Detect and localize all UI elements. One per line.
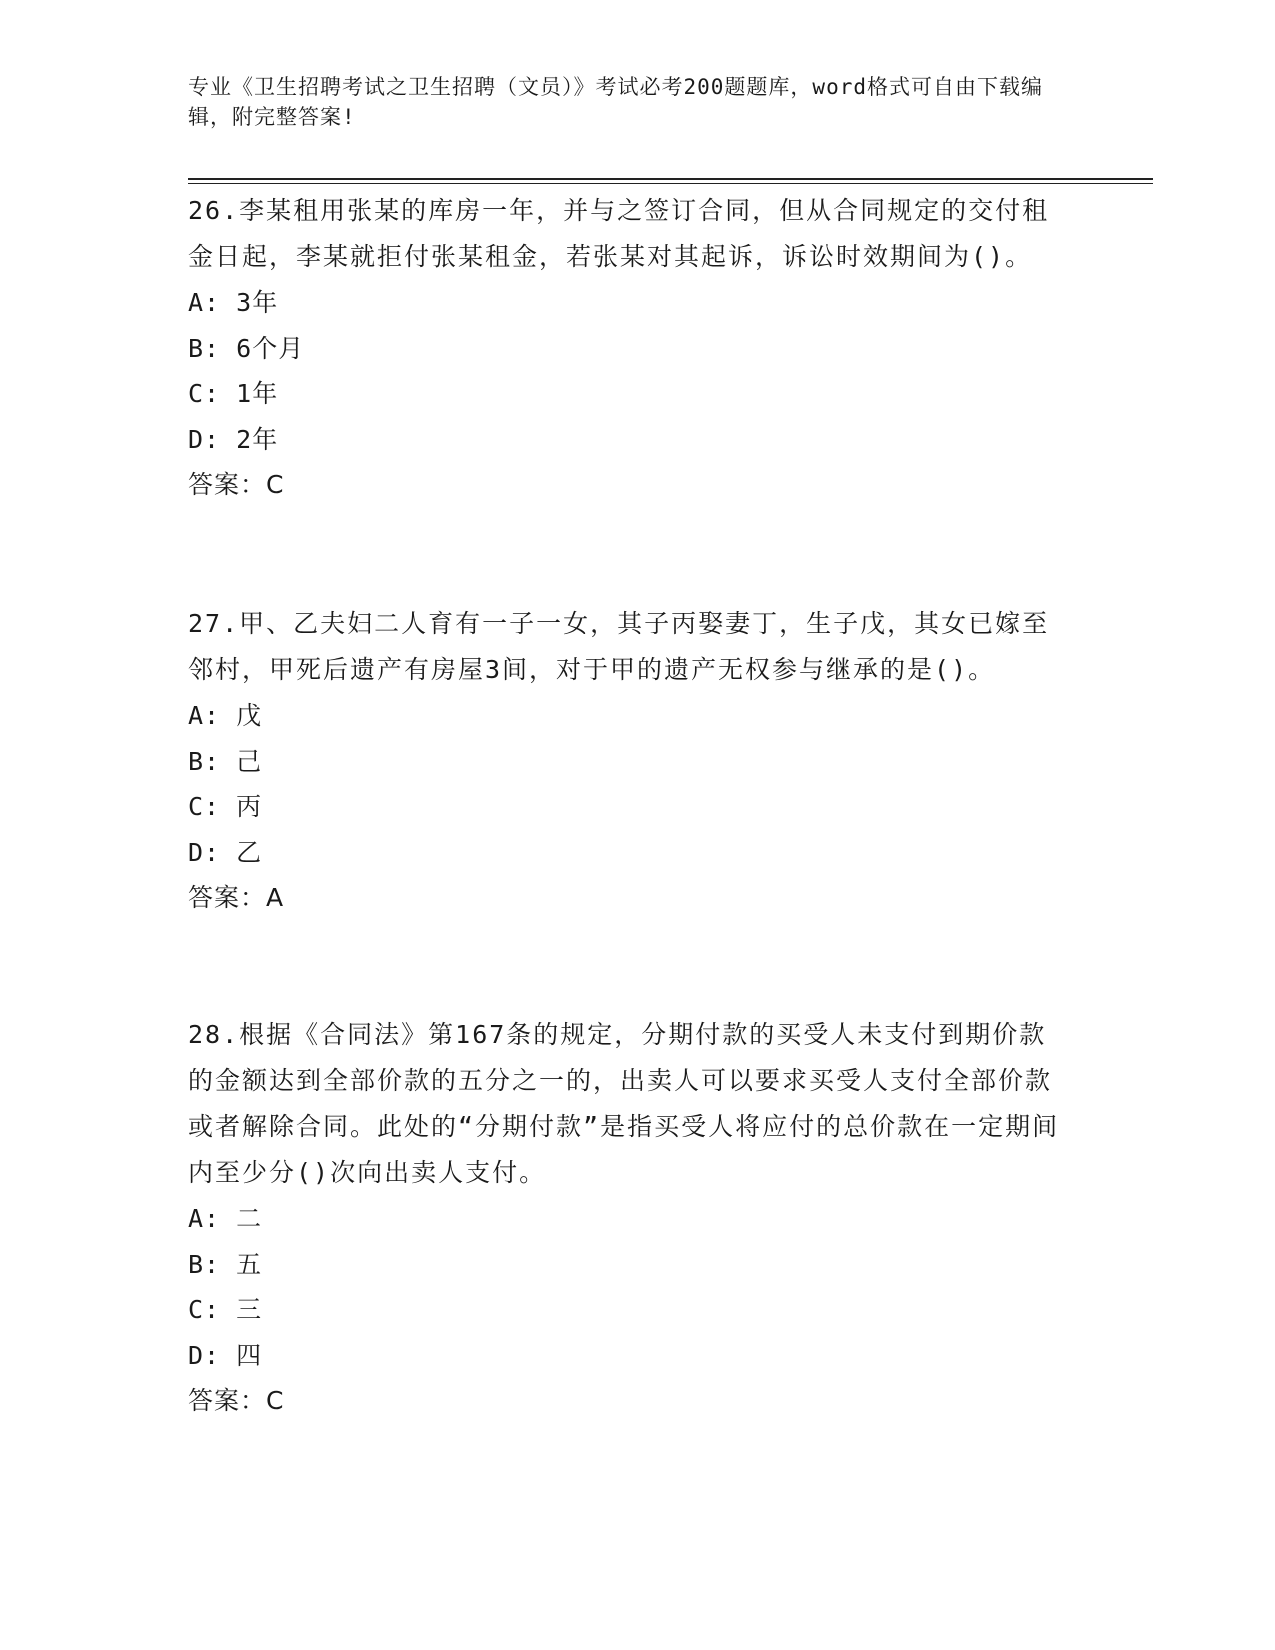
question-stem: 28.根据《合同法》第167条的规定，分期付款的买受人未支付到期价款的金额达到全部价款的五分之一的，出卖人可以要求买受人支付全部价款或者解除合同。此处的“分期付款”是指买受人将应付的总价款在一定期间内至少分()次向出卖人支付。 (188, 1020, 1060, 1187)
question-stem: 26.李某租用张某的库房一年，并与之签订合同，但从合同规定的交付租金日起，李某就拒付张某租金，若张某对其起诉，诉讼时效期间为()。 (188, 196, 1050, 271)
option-c: C: 1年 (188, 379, 279, 408)
option-b: B: 五 (188, 1249, 263, 1279)
option-d: D: 乙 (188, 837, 263, 867)
option-b: B: 6个月 (188, 333, 305, 363)
option-b: B: 己 (188, 746, 263, 776)
answer: 答案：C (188, 470, 285, 499)
question-28 (188, 1012, 1068, 1424)
question-stem: 27.甲、乙夫妇二人育有一子一女，其子丙娶妻丁，生子戊，其女已嫁至邻村，甲死后遗产有房屋3间，对于甲的遗产无权参与继承的是()。 (188, 609, 1050, 684)
option-c: C: 丙 (188, 792, 263, 821)
question-26 (188, 188, 1068, 508)
question-27 (188, 601, 1068, 921)
answer: 答案：C (188, 1386, 285, 1415)
header-divider-thick (188, 178, 1153, 180)
answer: 答案：A (188, 883, 285, 912)
option-a: A: 二 (188, 1204, 263, 1233)
option-c: C: 三 (188, 1295, 263, 1324)
option-a: A: 戊 (188, 701, 263, 730)
option-a: A: 3年 (188, 288, 279, 317)
header-divider-thin (188, 183, 1153, 184)
option-d: D: 2年 (188, 424, 279, 454)
option-d: D: 四 (188, 1340, 263, 1370)
document-header: 专业《卫生招聘考试之卫生招聘（文员）》考试必考200题题库，word格式可自由下载编辑，附完整答案! (188, 75, 1043, 129)
